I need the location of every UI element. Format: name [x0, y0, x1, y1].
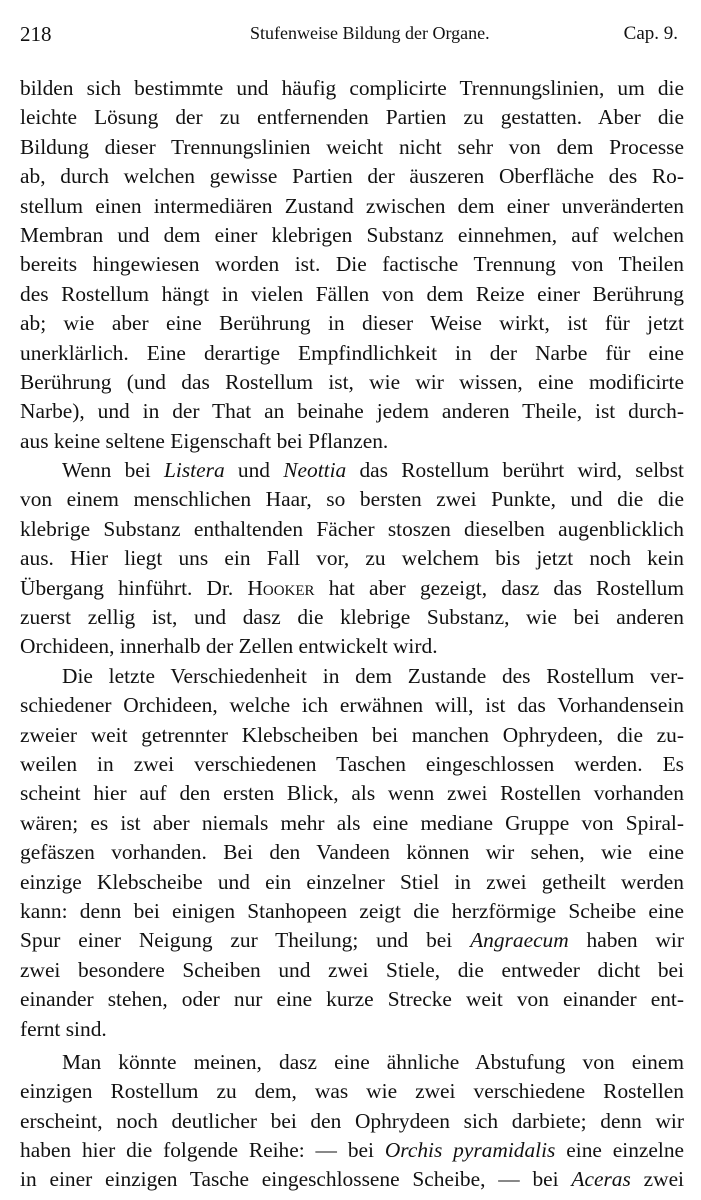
text-line: Berührung (und das Rostellum ist, wie wir wissen, eine modificirte	[20, 369, 684, 394]
text-line: Narbe), und in der That an beinahe jedem anderen Theile, ist durch-	[20, 399, 684, 424]
text-line: einzigen Rostellum zu dem, was wie zwei verschiedene Rostellen	[20, 1079, 684, 1104]
text-line: stellum einen intermediären Zustand zwischen dem einer unveränderten	[20, 193, 684, 218]
text-line	[20, 926, 684, 955]
text-line: zuerst zellig ist, und dasz die klebrige Substanz, wie bei anderen	[20, 605, 684, 630]
text-line	[20, 574, 684, 603]
genus-listera: Listera	[164, 458, 225, 483]
text-run: hat aber gezeigt, dasz das Rostellum	[314, 575, 684, 600]
text-run: in einer einzigen Tasche eingeschlossene Scheibe, — bei	[20, 1167, 572, 1192]
text-run: Übergang hinführt. Dr.	[20, 575, 248, 600]
text-line: scheint hier auf den ersten Blick, als wenn zwei Rostellen vorhanden	[20, 781, 684, 806]
paragraph-3	[20, 662, 684, 1044]
genus-aceras: Aceras	[571, 1167, 631, 1192]
text-line: bereits hingewiesen worden ist. Die factische Trennung von Theilen	[20, 252, 684, 277]
text-line: Bildung dieser Trennungslinien weicht nicht sehr von dem Processe	[20, 134, 684, 159]
text-line: des Rostellum hängt in vielen Fällen von dem Reize einer Berührung	[20, 281, 684, 306]
text-line: bilden sich bestimmte und häufig complicirte Trennungslinien, um die	[20, 76, 684, 100]
text-line: gefäszen vorhanden. Bei den Vandeen können wir sehen, wie eine	[20, 840, 684, 865]
text-run: haben wir	[568, 928, 684, 953]
text-line: klebrige Substanz enthaltenden Fächer stoszen dieselben augenblicklich	[20, 516, 684, 541]
chapter-label: Cap. 9.	[623, 23, 678, 44]
text-run: haben hier die folgende Reihe: — bei	[20, 1138, 385, 1163]
text-line: Orchideen, innerhalb der Zellen entwickelt wird.	[20, 634, 438, 659]
text-line: unerklärlich. Eine derartige Empfindlichkeit in der Narbe für eine	[20, 340, 684, 365]
paragraph-1	[20, 74, 684, 456]
text-run: und	[224, 458, 284, 483]
text-line: kann: denn bei einigen Stanhopeen zeigt die herzförmige Scheibe eine	[20, 898, 684, 923]
paragraph-2	[20, 456, 684, 662]
paragraph-4	[20, 1048, 684, 1195]
text-line: Die letzte Verschiedenheit in dem Zustande des Rostellum ver-	[62, 663, 684, 688]
text-line: schiedener Orchideen, welche ich erwähnen will, ist das Vorhandensein	[20, 693, 684, 718]
text-line: Man könnte meinen, dasz eine ähnliche Abstufung von einem	[62, 1049, 684, 1074]
text-line: aus keine seltene Eigenschaft bei Pflanzen.	[20, 428, 389, 453]
text-run: eine einzelne	[555, 1138, 685, 1163]
text-run: das Rostellum berührt wird, selbst	[346, 458, 684, 483]
text-line: aus. Hier liegt uns ein Fall vor, zu welchem bis jetzt noch kein	[20, 546, 684, 571]
text-run: Wenn bei	[62, 458, 165, 483]
text-run: Spur einer Neigung zur Theilung; und bei	[20, 928, 471, 953]
text-line: einzige Klebscheibe und ein einzelner Stiel in zwei getheilt werden	[20, 869, 684, 894]
body-text	[20, 74, 684, 1195]
text-line: leichte Lösung der zu entfernenden Partien zu gestatten. Aber die	[20, 105, 684, 130]
text-line: wären; es ist aber niemals mehr als eine mediane Gruppe von Spiral-	[20, 810, 684, 835]
genus-angraecum: Angraecum	[470, 928, 569, 953]
text-run: zwei	[630, 1167, 685, 1192]
running-title: Stufenweise Bildung der Organe.	[250, 23, 490, 43]
text-line: ab; wie aber eine Berührung in dieser Weise wirkt, ist für jetzt	[20, 311, 684, 336]
text-line: fernt sind.	[20, 1016, 107, 1041]
text-line: zwei besondere Scheiben und zwei Stiele, die entweder dicht bei	[20, 957, 684, 982]
text-line: einander stehen, oder nur eine kurze Strecke weit von einander ent-	[20, 987, 684, 1012]
text-line	[20, 1165, 684, 1194]
text-line: erscheint, noch deutlicher bei den Ophrydeen sich darbiete; denn wir	[20, 1108, 684, 1133]
page-number: 218	[20, 22, 52, 46]
text-line	[20, 456, 684, 485]
page-header	[20, 22, 684, 52]
text-line: zweier weit getrennter Klebscheiben bei manchen Ophrydeen, die zu-	[20, 722, 684, 747]
species-orchis-pyramidalis: Orchis pyramidalis	[384, 1138, 556, 1163]
text-line: von einem menschlichen Haar, so bersten zwei Punkte, und die die	[20, 487, 684, 512]
author-hooker: Hooker	[247, 575, 315, 600]
text-line: ab, durch welchen gewisse Partien der äuszeren Oberfläche des Ro-	[20, 164, 684, 189]
text-line: weilen in zwei verschiedenen Taschen eingeschlossen werden. Es	[20, 751, 684, 776]
genus-neottia: Neottia	[283, 458, 347, 483]
text-line: Membran und dem einer klebrigen Substanz einnehmen, auf welchen	[20, 222, 684, 247]
text-line	[20, 1136, 684, 1165]
